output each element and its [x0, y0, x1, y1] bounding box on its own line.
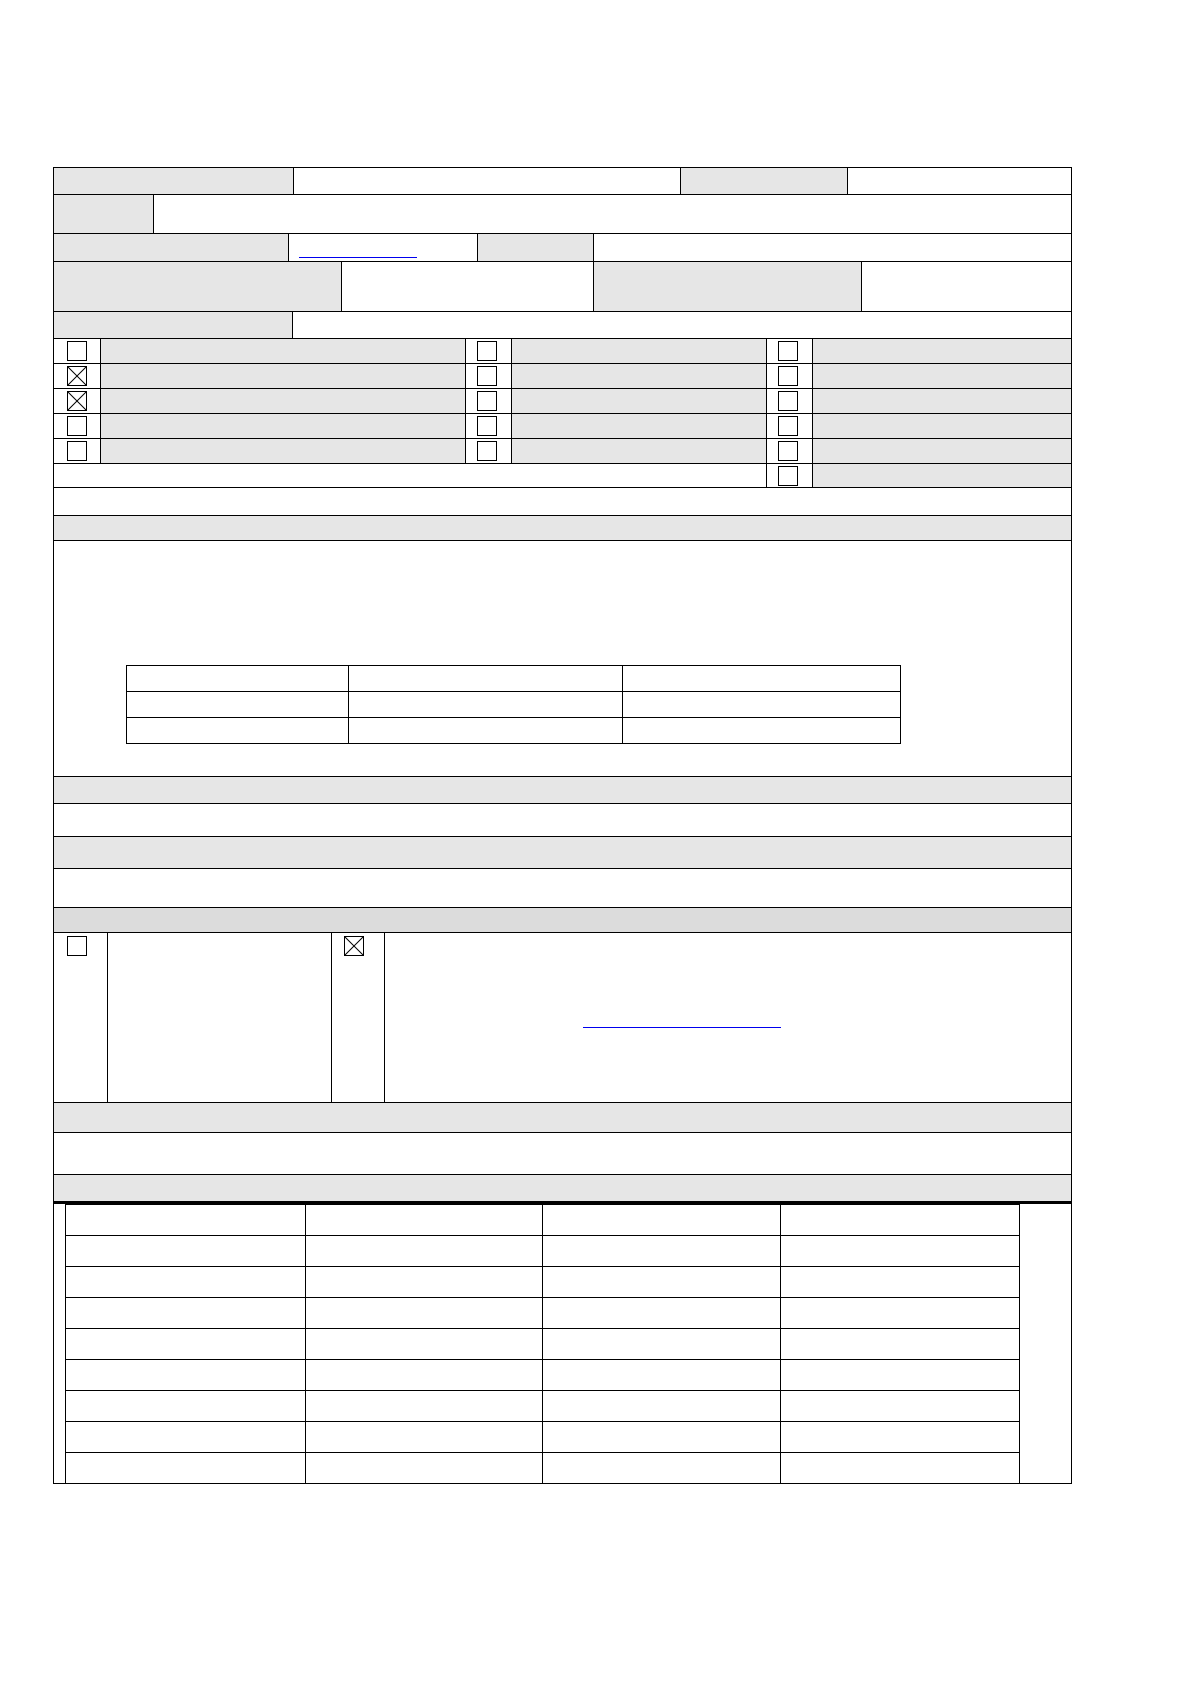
table-cell	[781, 1298, 1020, 1329]
table-cell	[127, 718, 349, 744]
checkbox-label	[100, 439, 465, 463]
checkbox[interactable]	[477, 441, 497, 461]
table-cell	[66, 1360, 306, 1391]
header-row-2	[53, 195, 1072, 234]
header-row-3	[53, 234, 1072, 262]
table-cell	[305, 1205, 543, 1236]
table-cell	[66, 1329, 306, 1360]
section-body	[53, 541, 1072, 777]
field-label	[680, 168, 847, 194]
option-a-checkbox[interactable]	[67, 936, 87, 956]
checkbox[interactable]	[477, 341, 497, 361]
checkbox-label	[100, 364, 465, 388]
checkmark-x-icon	[68, 392, 86, 410]
table-cell	[543, 1453, 781, 1484]
checkbox-label	[100, 414, 465, 438]
table-cell	[781, 1267, 1020, 1298]
form	[53, 167, 1072, 1484]
table-cell	[781, 1422, 1020, 1453]
checkbox[interactable]	[778, 441, 798, 461]
option-b-text	[384, 933, 1071, 1102]
table-row	[127, 718, 901, 744]
checkbox-label	[812, 414, 1071, 438]
table-row	[127, 692, 901, 718]
table-row	[66, 1391, 1020, 1422]
checkbox-label	[812, 464, 1071, 487]
section-header	[53, 777, 1072, 804]
table-cell	[66, 1267, 306, 1298]
section-body	[53, 1133, 1072, 1175]
table-cell	[305, 1422, 543, 1453]
checkbox-label	[511, 364, 766, 388]
checkbox-label	[812, 389, 1071, 413]
checkbox-label	[511, 439, 766, 463]
table-cell	[349, 692, 622, 718]
table-row	[66, 1298, 1020, 1329]
option-a-text	[107, 933, 331, 1102]
table-cell	[543, 1298, 781, 1329]
bottom-table	[65, 1204, 1020, 1484]
checkmark-x-icon	[345, 937, 363, 955]
checkbox-label	[100, 339, 465, 363]
section-header	[53, 837, 1072, 869]
field-value[interactable]	[153, 195, 1071, 233]
table-cell	[781, 1360, 1020, 1391]
table-cell	[781, 1205, 1020, 1236]
header-row-5	[53, 312, 1072, 339]
table-cell	[543, 1236, 781, 1267]
option-b-checkbox[interactable]	[344, 936, 364, 956]
blank-row	[53, 488, 1072, 516]
table-row	[66, 1267, 1020, 1298]
table-cell	[66, 1298, 306, 1329]
checkbox-row	[53, 339, 1072, 364]
option-b-link-underline[interactable]	[583, 1027, 781, 1028]
table-cell	[305, 1236, 543, 1267]
checkbox[interactable]	[778, 366, 798, 386]
table-cell	[66, 1236, 306, 1267]
table-cell	[543, 1422, 781, 1453]
table-cell	[543, 1329, 781, 1360]
checkbox-label	[812, 339, 1071, 363]
section-header	[53, 1103, 1072, 1133]
table-cell	[349, 718, 622, 744]
checkbox[interactable]	[477, 391, 497, 411]
field-value[interactable]	[293, 168, 680, 194]
checkbox-label	[100, 389, 465, 413]
checkbox[interactable]	[778, 416, 798, 436]
options-row	[53, 933, 1072, 1103]
checkbox[interactable]	[477, 416, 497, 436]
table-cell	[543, 1360, 781, 1391]
checkbox-row	[53, 414, 1072, 439]
field-label	[477, 234, 593, 261]
checkbox-label	[511, 389, 766, 413]
field-value[interactable]	[292, 312, 1071, 338]
table-cell	[781, 1453, 1020, 1484]
field-label	[593, 262, 861, 311]
checkbox-label	[812, 364, 1071, 388]
checkbox-label	[511, 339, 766, 363]
section-header	[53, 908, 1072, 933]
checkbox-label	[812, 439, 1071, 463]
table-cell	[622, 692, 900, 718]
table-row	[66, 1453, 1020, 1484]
table-row	[66, 1422, 1020, 1453]
table-row	[66, 1205, 1020, 1236]
checkbox-label	[511, 414, 766, 438]
checkbox[interactable]	[67, 341, 87, 361]
link-underline[interactable]	[299, 257, 417, 258]
checkbox[interactable]	[67, 416, 87, 436]
link-field[interactable]	[288, 234, 477, 261]
checkbox-row	[53, 389, 1072, 414]
field-value[interactable]	[847, 168, 1071, 194]
table-cell	[66, 1205, 306, 1236]
table-row	[66, 1360, 1020, 1391]
table-cell	[543, 1267, 781, 1298]
header-row-1	[53, 167, 1072, 195]
table-cell	[305, 1453, 543, 1484]
option-b-cell	[331, 933, 384, 1102]
table-cell	[305, 1391, 543, 1422]
checkbox[interactable]	[778, 341, 798, 361]
table-row	[66, 1236, 1020, 1267]
header-row-4	[53, 262, 1072, 312]
checkbox[interactable]	[778, 391, 798, 411]
table-cell	[781, 1329, 1020, 1360]
field-value[interactable]	[593, 234, 1071, 261]
table-cell	[66, 1453, 306, 1484]
checkbox-row	[53, 464, 1072, 488]
section-header	[53, 1175, 1072, 1202]
bottom-table-container	[53, 1202, 1072, 1484]
table-cell	[781, 1236, 1020, 1267]
table-cell	[66, 1422, 306, 1453]
checkbox[interactable]	[778, 466, 798, 486]
field-label	[54, 168, 293, 194]
field-label	[54, 262, 341, 311]
table-cell	[622, 666, 900, 692]
field-value[interactable]	[861, 262, 1071, 311]
table-cell	[543, 1205, 781, 1236]
table-cell	[781, 1391, 1020, 1422]
field-label	[54, 195, 153, 233]
table-cell	[349, 666, 622, 692]
table-cell	[127, 666, 349, 692]
section-body	[53, 804, 1072, 837]
table-row	[66, 1329, 1020, 1360]
table-cell	[622, 718, 900, 744]
field-label	[54, 234, 288, 261]
field-label	[54, 312, 292, 338]
table-cell	[543, 1391, 781, 1422]
table-row	[127, 666, 901, 692]
inner-table	[126, 665, 901, 744]
checkbox[interactable]	[477, 366, 497, 386]
table-cell	[305, 1267, 543, 1298]
table-cell	[305, 1298, 543, 1329]
checkbox-row	[53, 439, 1072, 464]
checkbox-checked[interactable]	[67, 366, 87, 386]
section-header	[53, 516, 1072, 541]
table-cell	[127, 692, 349, 718]
checkbox-checked[interactable]	[67, 391, 87, 411]
table-cell	[305, 1360, 543, 1391]
table-cell	[305, 1329, 543, 1360]
field-value[interactable]	[341, 262, 593, 311]
section-body	[53, 869, 1072, 908]
checkmark-x-icon	[68, 367, 86, 385]
checkbox-row	[53, 364, 1072, 389]
table-cell	[66, 1391, 306, 1422]
checkbox[interactable]	[67, 441, 87, 461]
